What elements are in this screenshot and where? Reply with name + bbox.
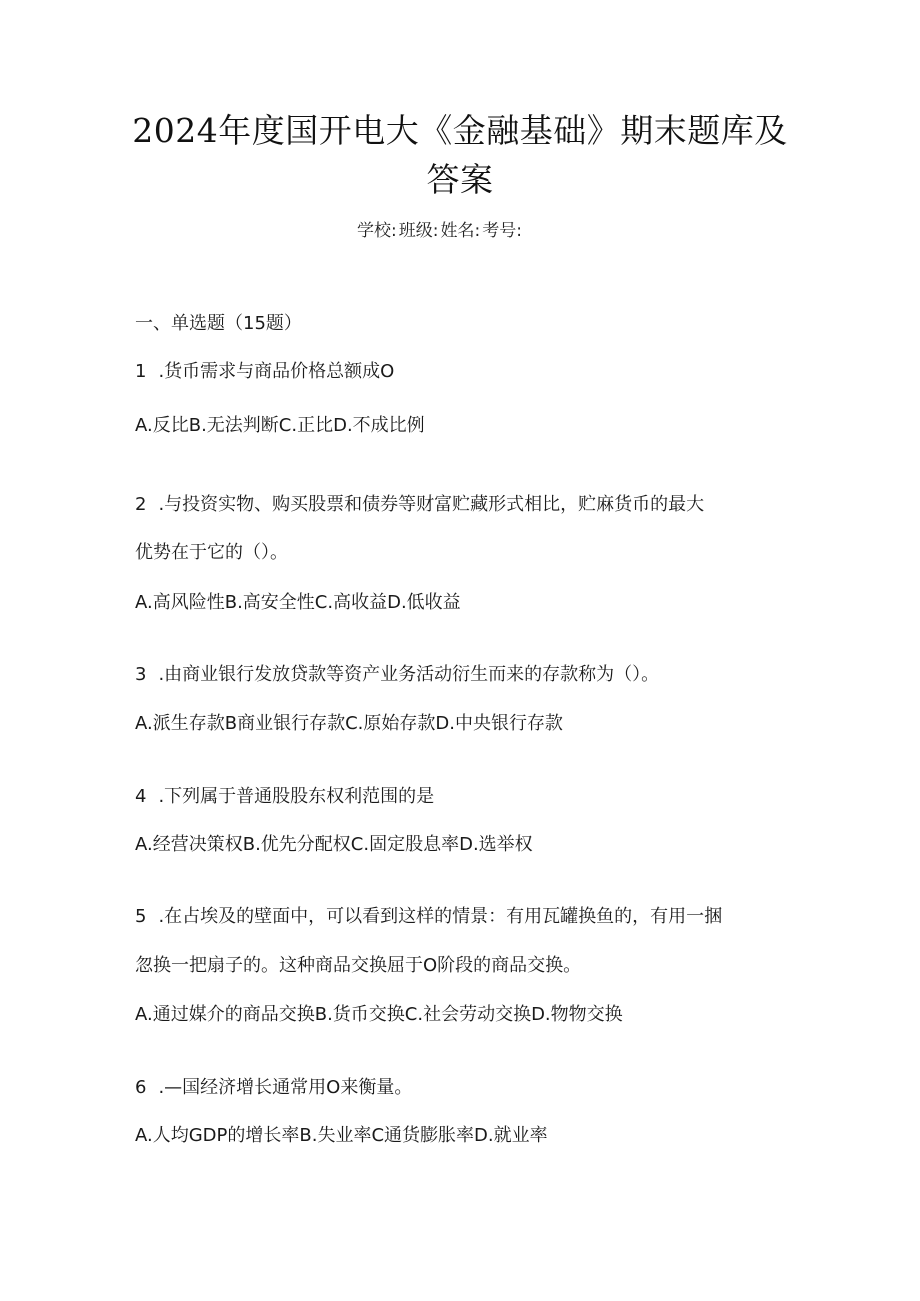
question-2-options: A.高风险性B.高安全性C.高收益D.低收益: [135, 592, 461, 613]
school-label: 学校:: [357, 221, 397, 241]
question-number: 6: [135, 1077, 147, 1098]
question-1: [135, 358, 394, 386]
question-3: [135, 661, 659, 689]
student-info-line: [357, 219, 524, 243]
question-number: 3: [135, 664, 147, 685]
question-text: .在占埃及的壁面中，可以看到这样的情景：有用瓦罐换鱼的，有用一捆: [158, 906, 723, 927]
question-2-continuation: 优势在于它的（）。: [135, 542, 288, 563]
question-number: 2: [135, 494, 147, 515]
question-6: [135, 1074, 412, 1102]
question-number: 5: [135, 906, 147, 927]
question-3-options: A.派生存款B商业银行存款C.原始存款D.中央银行存款: [135, 713, 563, 734]
document-title-line-2: 答案: [426, 160, 494, 199]
section-heading: 一、单选题（15题）: [135, 313, 302, 334]
document-title-line-1: 2024年度国开电大《金融基础》期末题库及: [132, 111, 788, 150]
question-text: .下列属于普通股股东权利范围的是: [158, 786, 435, 807]
name-label: 姓名:: [440, 221, 481, 241]
question-number: 1: [135, 361, 147, 382]
question-5-options: A.通过媒介的商品交换B.货币交换C.社会劳动交换D.物物交换: [135, 1004, 623, 1025]
question-text: .由商业银行发放贷款等资产业务活动衍生而来的存款称为（）。: [158, 664, 660, 685]
question-text: .—国经济增长通常用O来衡量。: [158, 1077, 413, 1098]
question-5: [135, 903, 722, 931]
question-4-options: A.经营决策权B.优先分配权C.固定股息率D.选举权: [135, 834, 533, 855]
question-text: .与投资实物、购买股票和债券等财富贮藏形式相比，贮麻货币的最大: [158, 494, 705, 515]
question-2: [135, 491, 704, 519]
question-1-options: A.反比B.无法判断C.正比D.不成比例: [135, 415, 425, 436]
exam-number-label: 考号:: [482, 221, 522, 241]
question-number: 4: [135, 786, 147, 807]
question-5-continuation: 忽换一把扇子的。这种商品交换屈于O阶段的商品交换。: [135, 955, 582, 976]
question-6-options: A.人均GDP的增长率B.失业率C通货膨胀率D.就业率: [135, 1125, 548, 1146]
question-4: [135, 783, 434, 811]
class-label: 班级:: [398, 221, 439, 241]
question-text: .货币需求与商品价格总额成O: [158, 361, 395, 382]
